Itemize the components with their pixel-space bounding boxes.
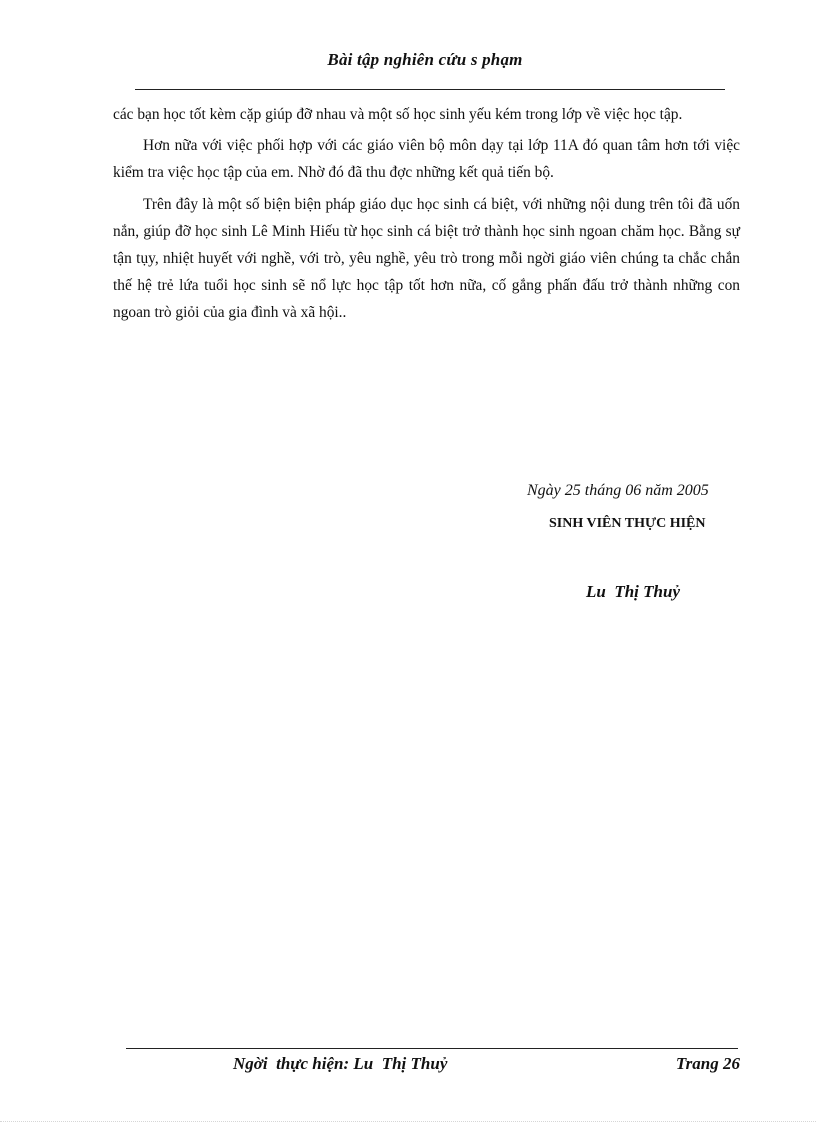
page-header-title: Bài tập nghiên cứu s phạm <box>327 50 523 69</box>
page-number: Trang 26 <box>675 1054 740 1073</box>
page-bottom-border <box>0 1121 816 1122</box>
document-body <box>113 101 740 331</box>
signature-role: SINH VIÊN THỰC HIỆN <box>549 516 706 531</box>
footer-author: Ngời thực hiện: Lu Thị Thuỷ <box>233 1054 448 1073</box>
header-divider <box>135 89 725 90</box>
paragraph-1: các bạn học tốt kèm cặp giúp đỡ nhau và một số học sinh yếu kém trong lớp về việc học tập. <box>113 106 683 123</box>
paragraph-3: Trên đây là một số biện biện pháp giáo dục học sinh cá biệt, với những nội dung trên tôi đã uốn nắn, giúp đỡ học sinh Lê Minh Hiếu từ học sinh cá biệt trở thành học sinh ngoan chăm học. Bằng sự tận tụy, nhiệt huyết với nghề, với trò, yêu nghề, yêu trò trong mỗi ngời giáo viên chúng ta chắc chắn thế hệ trẻ lứa tuổi học sinh sẽ nổ lực học tập tốt hơn nữa, cố gắng phấn đấu trở thành những con ngoan trò giỏi của gia đình và xã hội.. <box>113 195 740 322</box>
signature-name: Lu Thị Thuỷ <box>586 582 680 601</box>
signature-date: Ngày 25 tháng 06 năm 2005 <box>527 482 709 499</box>
paragraph-2: Hơn nữa với việc phối hợp với các giáo viên bộ môn dạy tại lớp 11A đó quan tâm hơn tới việc kiểm tra việc học tập của em. Nhờ đó đã thu đợc những kết quả tiến bộ. <box>113 137 740 182</box>
footer-divider <box>126 1048 738 1049</box>
